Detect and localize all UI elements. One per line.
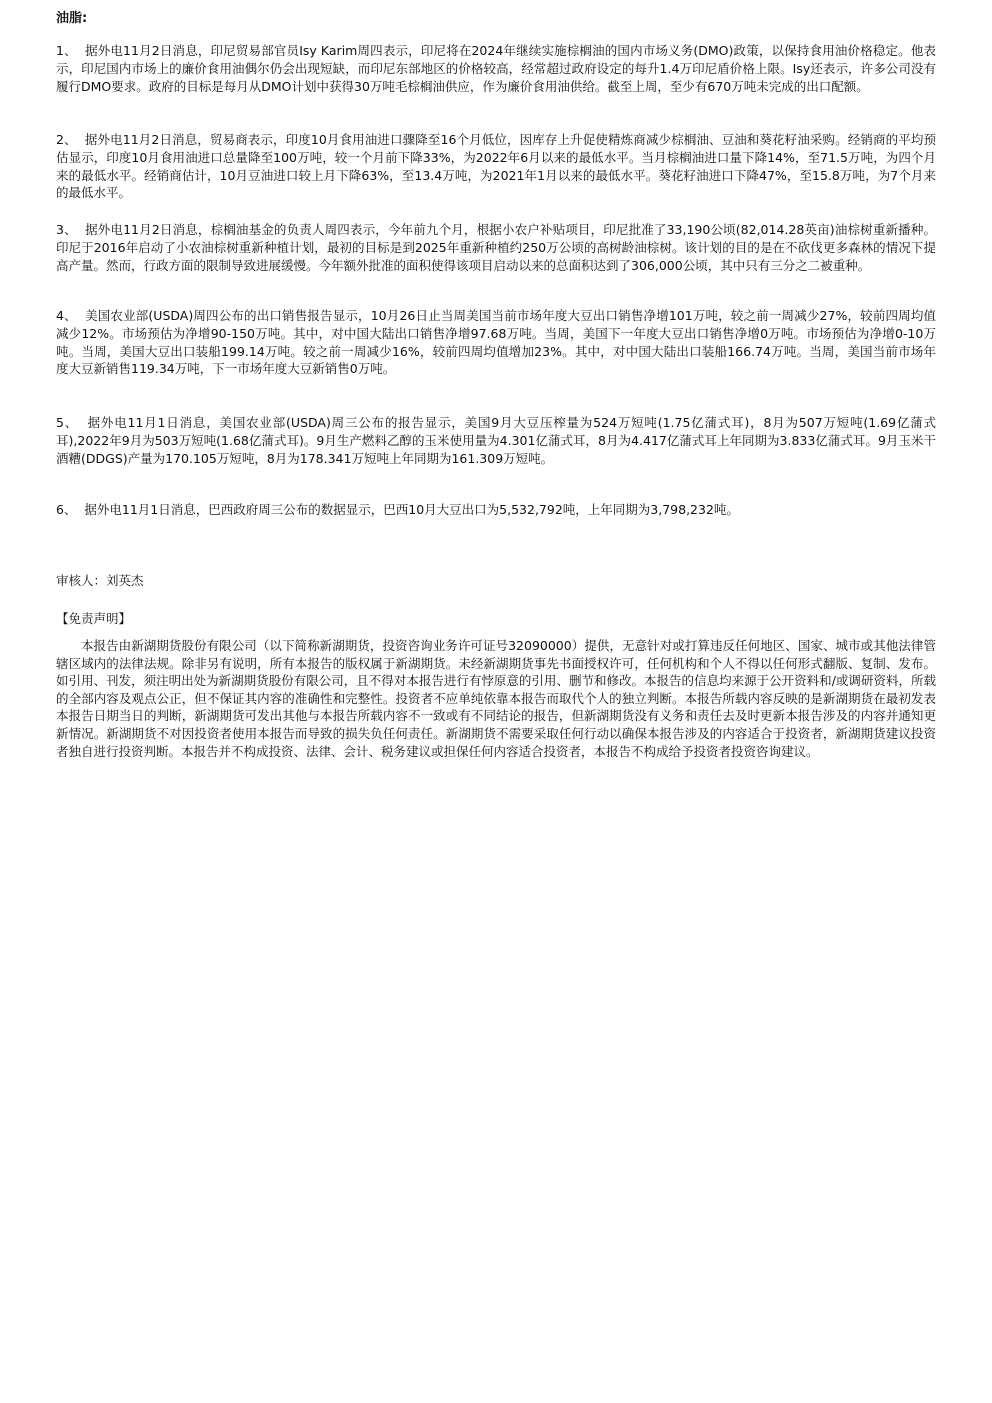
item-number: 4、 (56, 308, 77, 323)
item-text: 据外电11月2日消息，贸易商表示，印度10月食用油进口骤降至16个月低位，因库存上升促使精炼商减少棕榈油、豆油和葵花籽油采购。经销商的平均预估显示，印度10月食用油进口总量降至100万吨，较一个月前下降33%，为2022年6月以来的最低水平。当月棕榈油进口量下降14%，至71.5万吨，为四个月来的最低水平。经销商估计，10月豆油进口较上月下降63%，至13.4万吨，为2021年1月以来的最低水平。葵花籽油进口下降47%，至15.8万吨，为7个月来的最低水平。 (56, 132, 936, 201)
item-text: 美国农业部(USDA)周四公布的出口销售报告显示，10月26日止当周美国当前市场年度大豆出口销售净增101万吨，较之前一周减少27%，较前四周均值减少12%。市场预估为净增90-150万吨。其中，对中国大陆出口销售净增97.68万吨。当周，美国下一年度大豆出口销售净增0万吨。市场预估为净增0-10万吨。当周，美国大豆出口装船199.14万吨。较之前一周减少16%，较前四周均值增加23%。其中，对中国大陆出口装船166.74万吨。当周，美国当前市场年度大豆新销售119.34万吨，下一市场年度大豆新销售0万吨。 (56, 308, 937, 377)
news-item (56, 221, 936, 274)
item-text: 据外电11月1日消息，美国农业部(USDA)周三公布的报告显示，美国9月大豆压榨量为524万短吨(1.75亿蒲式耳)，8月为507万短吨(1.69亿蒲式耳),2022年9月为503万短吨(1.68亿蒲式耳)。9月生产燃料乙醇的玉米使用量为4.301亿蒲式耳，8月为4.417亿蒲式耳上年同期为3.833亿蒲式耳。9月玉米干酒糟(DDGS)产量为170.105万短吨，8月为178.341万短吨上年同期为161.309万短吨。 (56, 415, 936, 466)
item-number: 3、 (56, 222, 77, 237)
news-item (56, 414, 936, 467)
item-text: 据外电11月2日消息，印尼贸易部官员Isy Karim周四表示，印尼将在2024年继续实施棕榈油的国内市场义务(DMO)政策，以保持食用油价格稳定。他表示，印尼国内市场上的廉价食用油偶尔仍会出现短缺，而印尼东部地区的价格较高，经常超过政府设定的每升1.4万印尼盾价格上限。Isy还表示，许多公司没有履行DMO要求。政府的目标是每月从DMO计划中获得30万吨毛棕榈油供应，作为廉价食用油供给。截至上周，至少有670万吨未完成的出口配额。 (56, 43, 937, 94)
news-item (56, 307, 936, 378)
item-number: 1、 (56, 43, 77, 58)
item-text: 据外电11月2日消息，棕榈油基金的负责人周四表示，今年前九个月，根据小农户补贴项目，印尼批准了33,190公顷(82,014.28英亩)油棕树重新播种。印尼于2016年启动了小农油棕树重新种植计划，最初的目标是到2025年重新种植约250万公顷的高树龄油棕树。该计划的目的是在不砍伐更多森林的情况下提高产量。然而，行政方面的限制导致进展缓慢。今年额外批准的面积使得该项目启动以来的总面积达到了306,000公顷，其中只有三分之二被重种。 (56, 222, 936, 273)
item-number: 6、 (56, 502, 77, 517)
disclaimer-body: 本报告由新湖期货股份有限公司（以下简称新湖期货，投资咨询业务许可证号32090000）提供，无意针对或打算违反任何地区、国家、城市或其他法律管辖区域内的法律法规。除非另有说明，所有本报告的版权属于新湖期货。未经新湖期货事先书面授权许可，任何机构和个人不得以任何形式翻版、复制、发布。如引用、刊发，须注明出处为新湖期货股份有限公司，且不得对本报告进行有悖原意的引用、删节和修改。本报告的信息均来源于公开资料和/或调研资料，所载的全部内容及观点公正，但不保证其内容的准确性和完整性。投资者不应单纯依靠本报告而取代个人的独立判断。本报告所载内容反映的是新湖期货在最初发表本报告日期当日的判断，新湖期货可发出其他与本报告所载内容不一致或有不同结论的报告，但新湖期货没有义务和责任去及时更新本报告涉及的内容并通知更新情况。新湖期货不对因投资者使用本报告而导致的损失负任何责任。新湖期货不需要采取任何行动以确保本报告涉及的内容适合于投资者，新湖期货建议投资者独自进行投资判断。本报告并不构成投资、法律、会计、税务建议或担保任何内容适合投资者，本报告不构成给予投资者投资咨询建议。 (56, 638, 936, 759)
reviewer-line: 审核人：刘英杰 (56, 573, 144, 588)
item-text: 据外电11月1日消息，巴西政府周三公布的数据显示，巴西10月大豆出口为5,532,792吨，上年同期为3,798,232吨。 (84, 502, 739, 517)
disclaimer-title: 【免责声明】 (56, 611, 132, 626)
item-number: 2、 (56, 132, 77, 147)
news-item (56, 501, 936, 519)
item-number: 5、 (56, 415, 79, 430)
section-title: 油脂: (56, 11, 88, 26)
news-item (56, 42, 936, 95)
news-item (56, 131, 936, 202)
